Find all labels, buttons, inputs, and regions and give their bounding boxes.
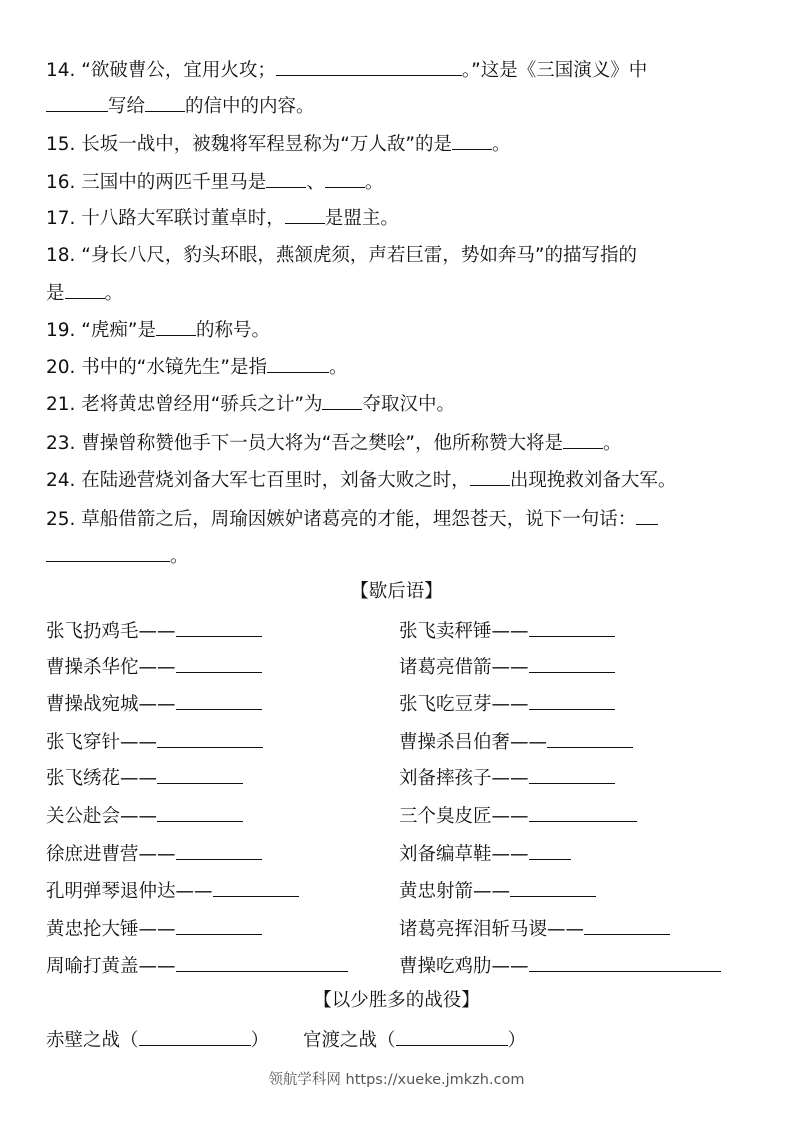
xiehouyu-item-right: 张飞吃豆芽——	[399, 691, 615, 718]
answer-blank[interactable]	[529, 841, 571, 860]
answer-blank[interactable]	[176, 618, 262, 637]
xiehouyu-item-left: 徐庶进曹营——	[46, 841, 262, 868]
question-16: 16. 三国中的两匹千里马是 、 。	[46, 169, 766, 196]
question-21: 21. 老将黄忠曾经用“骄兵之计”为 夺取汉中。	[46, 391, 766, 418]
question-19: 19. “虎痴”是 的称号。	[46, 317, 766, 344]
question-23: 23. 曹操曾称赞他手下一员大将为“吾之樊哙”，他所称赞大将是 。	[46, 430, 766, 457]
question-25-cont: 。	[46, 543, 766, 570]
xiehouyu-item-left: 曹操战宛城——	[46, 691, 262, 718]
question-17: 17. 十八路大军联讨董卓时， 是盟主。	[46, 205, 766, 232]
xiehouyu-item-right: 黄忠射箭——	[399, 878, 596, 905]
answer-blank[interactable]	[176, 953, 348, 972]
section-title-battles: 【以少胜多的战役】	[313, 990, 480, 1011]
xiehouyu-item-right: 三个臭皮匠——	[399, 803, 637, 830]
answer-blank[interactable]	[267, 354, 329, 373]
answer-blank[interactable]	[529, 691, 615, 710]
battle-item-chibi: 赤壁之战（ ）	[46, 1027, 269, 1054]
xiehouyu-item-left: 曹操杀华佗——	[46, 654, 262, 681]
question-14: 14. “欲破曹公，宜用火攻； 。”这是《三国演义》中	[46, 57, 766, 84]
answer-blank[interactable]	[156, 317, 196, 336]
xiehouyu-item-right: 刘备编草鞋——	[399, 841, 571, 868]
battle-item-guandu: 官渡之战（ ）	[303, 1027, 526, 1054]
answer-blank[interactable]	[470, 467, 510, 486]
answer-blank[interactable]	[176, 691, 262, 710]
answer-blank[interactable]	[145, 93, 185, 112]
answer-blank[interactable]	[396, 1027, 508, 1046]
answer-blank[interactable]	[285, 205, 325, 224]
xiehouyu-item-right: 张飞卖秤锤——	[399, 618, 615, 645]
xiehouyu-item-right: 诸葛亮借箭——	[399, 654, 615, 681]
answer-blank[interactable]	[139, 1027, 251, 1046]
answer-blank[interactable]	[157, 729, 263, 748]
xiehouyu-item-right: 曹操吃鸡肋——	[399, 953, 721, 980]
xiehouyu-item-left: 张飞穿针——	[46, 729, 263, 756]
question-14-cont: 写给 的信中的内容。	[46, 93, 766, 120]
question-25: 25. 草船借箭之后，周瑜因嫉妒诸葛亮的才能，埋怨苍天，说下一句话：	[46, 506, 766, 533]
xiehouyu-item-right: 诸葛亮挥泪斩马谡——	[399, 916, 670, 943]
xiehouyu-item-right: 曹操杀吕伯奢——	[399, 729, 633, 756]
answer-blank[interactable]	[322, 391, 362, 410]
answer-blank[interactable]	[529, 803, 637, 822]
answer-blank[interactable]	[636, 506, 658, 525]
answer-blank[interactable]	[176, 841, 262, 860]
answer-blank[interactable]	[529, 765, 615, 784]
question-18: 18. “身长八尺，豹头环眼，燕颔虎须，声若巨雷，势如奔马”的描写指的	[46, 245, 637, 266]
xiehouyu-item-left: 黄忠抡大锤——	[46, 916, 262, 943]
question-15: 15. 长坂一战中，被魏将军程昱称为“万人敌”的是 。	[46, 131, 766, 158]
question-20: 20. 书中的“水镜先生”是指 。	[46, 354, 766, 381]
xiehouyu-item-left: 孔明弹琴退仲达——	[46, 878, 299, 905]
answer-blank[interactable]	[266, 169, 306, 188]
xiehouyu-item-left: 张飞绣花——	[46, 765, 243, 792]
answer-blank[interactable]	[547, 729, 633, 748]
answer-blank[interactable]	[452, 131, 492, 150]
xiehouyu-item-left: 关公赴会——	[46, 803, 243, 830]
question-18-cont: 是 。	[46, 280, 766, 307]
answer-blank[interactable]	[276, 57, 462, 76]
answer-blank[interactable]	[157, 803, 243, 822]
answer-blank[interactable]	[176, 916, 262, 935]
answer-blank[interactable]	[529, 953, 721, 972]
answer-blank[interactable]	[563, 430, 603, 449]
answer-blank[interactable]	[46, 543, 170, 562]
answer-blank[interactable]	[157, 765, 243, 784]
xiehouyu-item-left: 张飞扔鸡毛——	[46, 618, 262, 645]
answer-blank[interactable]	[325, 169, 365, 188]
answer-blank[interactable]	[65, 280, 105, 299]
footer-watermark: 领航学科网 https://xueke.jmkzh.com	[268, 1072, 525, 1088]
section-title-xiehouyu: 【歇后语】	[350, 581, 443, 602]
answer-blank[interactable]	[176, 654, 262, 673]
xiehouyu-item-right: 刘备摔孩子——	[399, 765, 615, 792]
answer-blank[interactable]	[529, 618, 615, 637]
xiehouyu-item-left: 周喻打黄盖——	[46, 953, 348, 980]
answer-blank[interactable]	[510, 878, 596, 897]
answer-blank[interactable]	[529, 654, 615, 673]
question-24: 24. 在陆逊营烧刘备大军七百里时，刘备大败之时， 出现挽救刘备大军。	[46, 467, 766, 494]
answer-blank[interactable]	[213, 878, 299, 897]
answer-blank[interactable]	[584, 916, 670, 935]
answer-blank[interactable]	[46, 93, 108, 112]
